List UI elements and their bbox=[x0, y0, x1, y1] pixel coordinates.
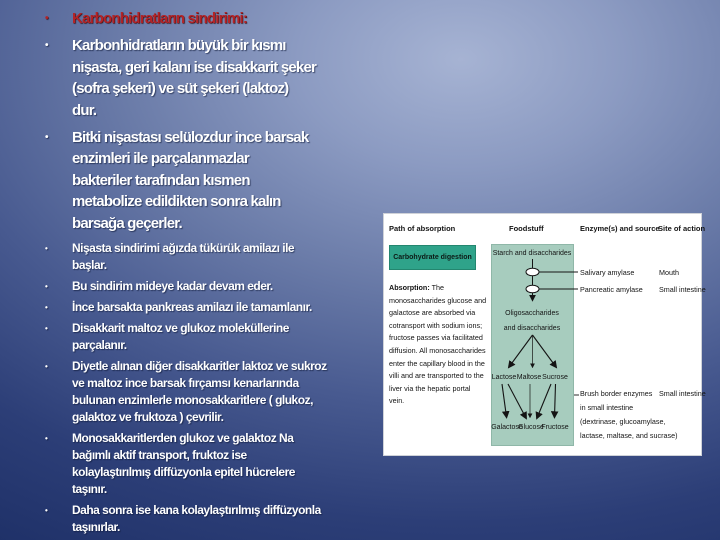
carbohydrate-digestion-figure bbox=[383, 213, 706, 456]
bullet-icon: • bbox=[45, 13, 49, 24]
bullet-line: barsağa geçerler. bbox=[72, 214, 182, 232]
bullet-text bbox=[72, 320, 289, 354]
bullet-item bbox=[45, 430, 390, 498]
bullet-line: enzimleri ile parçalanmazlar bbox=[72, 150, 249, 167]
bullet-line: bulunan enzimlerle monosakkaritlere ( glukoz, bbox=[72, 392, 313, 407]
mouth-site-label: Mouth bbox=[659, 268, 679, 277]
bullet-item bbox=[45, 320, 390, 354]
bullet-text bbox=[72, 430, 295, 498]
bullet-line: İnce barsakta pankreas amilazı ile tamamlanır. bbox=[72, 299, 312, 314]
bullet-line: Monosakkaritlerden glukoz ve galaktoz Na bbox=[72, 430, 294, 445]
bullet-item bbox=[45, 35, 390, 121]
pancreatic-amylase-label: Pancreatic amylase bbox=[580, 285, 643, 294]
starch-and-disaccharides-label: Starch and disaccharides bbox=[492, 250, 572, 257]
bullet-line: Karbonhidratların sindirimi: bbox=[72, 10, 248, 27]
oligosaccharides-label-line2: and disaccharides bbox=[503, 325, 561, 332]
bullet-line: Nişasta sindirimi ağızda tükürük amilazı ile bbox=[72, 240, 295, 255]
figure-header-path-of-absorption: Path of absorption bbox=[389, 224, 456, 233]
figure-header-site-of-action: Site of action bbox=[658, 224, 706, 233]
bullet-line: metabolize edildikten sonra kalın bbox=[72, 193, 281, 210]
brush-border-enzymes-line2: in small intestine bbox=[580, 403, 634, 412]
bullet-line: kolaylaştırılmış diffüzyonla epitel hücrelere bbox=[72, 464, 295, 479]
bullet-icon: • bbox=[45, 323, 48, 333]
carbohydrate-digestion-label: Carbohydrate digestion bbox=[393, 254, 472, 261]
bullet-item bbox=[45, 127, 390, 235]
oligosaccharides-label-line1: Oligosaccharides bbox=[505, 310, 559, 317]
bullet-icon: • bbox=[45, 281, 48, 291]
bullet-icon: • bbox=[45, 433, 48, 443]
bullet-line: dur. bbox=[72, 101, 97, 119]
bullet-item bbox=[45, 502, 390, 536]
bullet-line: galaktoz ve fruktoza ) çevrilir. bbox=[72, 409, 224, 424]
absorption-note-lead: Absorption: bbox=[389, 283, 430, 292]
galactose-label: Galactose bbox=[491, 424, 523, 431]
absorption-note bbox=[389, 282, 487, 408]
bullet-line: (sofra şekeri) ve süt şekeri (laktoz) bbox=[72, 80, 289, 97]
bullet-icon: • bbox=[45, 361, 48, 371]
bullet-line: Disakkarit maltoz ve glukoz moleküllerine bbox=[72, 320, 289, 335]
bullet-icon: • bbox=[45, 505, 48, 515]
salivary-amylase-label: Salivary amylase bbox=[580, 268, 635, 277]
absorption-note-body: The monosaccharides glucose and galactose are absorbed via cotransport with sodium ions; fructose passes via facilitated diffusion. All monosaccharides enter the capillary blood in the villi and are transported to the liver via the hepatic portal vein. bbox=[389, 283, 487, 406]
bullet-text bbox=[72, 358, 327, 426]
bullet-icon: • bbox=[45, 131, 49, 143]
figure-header-foodstuff: Foodstuff bbox=[509, 224, 544, 233]
bullet-item bbox=[45, 278, 390, 295]
maltose-label: Maltose bbox=[516, 374, 542, 381]
bullet-text bbox=[72, 127, 308, 235]
glucose-label: Glucose bbox=[518, 424, 544, 431]
lactose-label: Lactose bbox=[491, 374, 517, 381]
brush-border-enzymes-line3: (dextrinase, glucoamylase, bbox=[580, 417, 666, 426]
bullet-line: ve maltoz ince barsak fırçamsı kenarlarında bbox=[72, 375, 299, 390]
bullet-icon: • bbox=[45, 243, 48, 253]
bullet-line: Bu sindirim mideye kadar devam eder. bbox=[72, 278, 273, 293]
bullet-line: Karbonhidratların büyük bir kısmı bbox=[72, 37, 286, 54]
bullet-line: bakteriler tarafından kısmen bbox=[72, 171, 250, 189]
slide-title bbox=[72, 8, 247, 30]
bullet-line: nişasta, geri kalanı ise disakkarit şeker bbox=[72, 58, 317, 76]
bullet-line: taşınırlar. bbox=[72, 519, 120, 534]
bullet-text bbox=[72, 299, 312, 316]
bullet-icon: • bbox=[45, 302, 48, 312]
bullet-item bbox=[45, 299, 390, 316]
brush-border-enzymes-line4: lactase, maltase, and sucrase) bbox=[580, 431, 678, 440]
fructose-label: Fructose bbox=[541, 424, 569, 431]
bullet-text bbox=[72, 240, 294, 274]
bullet-line: Bitki nişastası selülozdur ince barsak bbox=[72, 128, 309, 146]
bullet-text bbox=[72, 35, 316, 121]
bullet-line: parçalanır. bbox=[72, 337, 127, 352]
bullet-list bbox=[45, 8, 390, 540]
bullet-line: başlar. bbox=[72, 257, 107, 272]
brush-border-enzymes-line1: Brush border enzymes bbox=[580, 389, 653, 398]
bullet-item bbox=[45, 240, 390, 274]
bullet-item bbox=[45, 358, 390, 426]
bullet-line: bağımlı aktif transport, fruktoz ise bbox=[72, 447, 247, 462]
bullet-text bbox=[72, 278, 273, 295]
figure-header-enzyme-and-source: Enzyme(s) and source bbox=[580, 224, 660, 233]
bullet-text bbox=[72, 502, 321, 536]
bullet-line: Diyetle alınan diğer disakkaritler laktoz ve sukroz bbox=[72, 358, 327, 373]
bullet-icon: • bbox=[45, 40, 49, 51]
small-intestine-site-label: Small intestine bbox=[659, 285, 706, 294]
sucrose-label: Sucrose bbox=[542, 374, 568, 381]
bullet-line: Daha sonra ise kana kolaylaştırılmış diffüzyonla bbox=[72, 502, 321, 517]
carbohydrate-digestion-box bbox=[389, 245, 476, 270]
small-intestine-site-label-2: Small intestine bbox=[659, 389, 706, 398]
bullet-line: taşınır. bbox=[72, 481, 107, 496]
digestion-flow-panel bbox=[491, 244, 574, 446]
bullet-item-title bbox=[45, 8, 390, 30]
